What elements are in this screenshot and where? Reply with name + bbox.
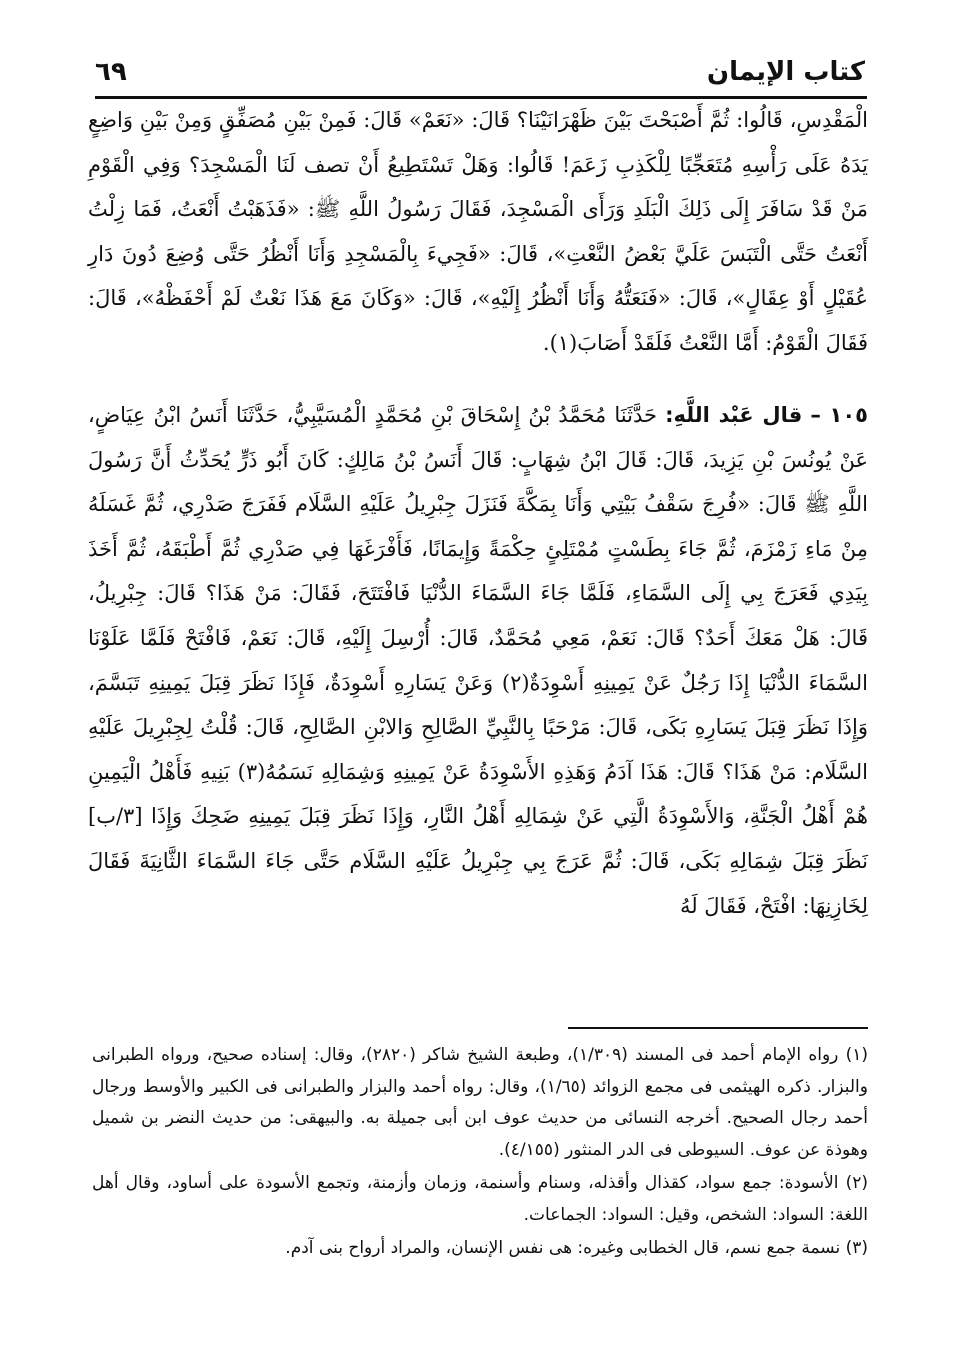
continuation-paragraph: الْمَقْدِسِ، قَالُوا: ثُمَّ أَصْبَحْتَ بَيْنَ ظَهْرَانَيْنَا؟ قَالَ: «نَعَمْ» قَالَ: فَمِنْ بَيْنِ مُصَفِّقٍ وَمِنْ بَيْنِ وَاضِعٍ يَدَهُ عَلَى رَأْسِهِ مُتَعَجِّبًا لِلْكَذِبِ زَعَمَ! قَالُوا: وَهَلْ تَسْتَطِيعُ أَنْ تصف لَنَا الْمَسْجِدَ؟ وَفِي الْقَوْمِ مَنْ قَدْ سَافَرَ إِلَى ذَلِكَ الْبَلَدِ وَرَأَى الْمَسْجِدَ، فَقَالَ رَسُولُ اللَّهِ ﷺ: «فَذَهَبْتُ أَنْعَتُ، فَمَا زِلْتُ أَنْعَتُ حَتَّى الْتَبَسَ عَلَيَّ بَعْضُ النَّعْتِ»، قَالَ: «فَجِيءَ بِالْمَسْجِدِ وَأَنَا أَنْظُرُ حَتَّى وُضِعَ دُونَ دَارِ عُقَيْلٍ أَوْ عِقَالٍ»، قَالَ: «فَنَعَتُّهُ وَأَنَا أَنْظُرُ إِلَيْهِ»، قَالَ: «وَكَانَ مَعَ هَذَا نَعْتٌ لَمْ أَحْفَظْهُ»، قَالَ: فَقَالَ الْقَوْمُ: أَمَّا النَّعْتُ فَلَقَدْ أَصَابَ(١). bbox=[88, 108, 868, 355]
footnote-3: (٣) نسمة جمع نسم، قال الخطابى وغيره: هى نفس الإنسان، والمراد أرواح بنى آدم. bbox=[285, 1238, 868, 1258]
main-text bbox=[88, 98, 868, 928]
page-number: ٦٩ bbox=[95, 57, 127, 87]
footnotes bbox=[92, 1040, 868, 1266]
narrator-intro: قال عَبْد اللَّهِ: bbox=[665, 403, 803, 427]
footnote-rule bbox=[568, 1027, 868, 1029]
hadith-text: حَدَّثَنَا مُحَمَّدُ بْنُ إِسْحَاقَ بْنِ مُحَمَّدٍ الْمُسَيَّبِيُّ، حَدَّثَنَا أَنَسُ ابْنُ عِيَاضٍ، عَنْ يُونُسَ بْنِ يَزِيدَ، قَالَ: قَالَ ابْنُ شِهَابٍ: قَالَ أَنَسُ بْنُ مَالِكٍ: كَانَ أَبُو ذَرٍّ يُحَدِّثُ أَنَّ رَسُولَ اللَّهِ ﷺ قَالَ: «فُرِجَ سَقْفُ بَيْتِي وَأَنَا بِمَكَّةَ فَنَزَلَ جِبْرِيلُ عَلَيْهِ السَّلَام فَفَرَجَ صَدْرِي، ثُمَّ غَسَلَهُ مِنْ مَاءِ زَمْزَمَ، ثُمَّ جَاءَ بِطَسْتٍ مُمْتَلِئٍ حِكْمَةً وَإِيمَانًا، فَأَفْرَغَهَا فِي صَدْرِي ثُمَّ أَطْبَقَهُ، ثُمَّ أَخَذَ بِيَدِي فَعَرَجَ بِي إِلَى السَّمَاءِ، فَلَمَّا جَاءَ السَّمَاءَ الدُّنْيَا فَافْتَتَحَ، فَقَالَ: مَنْ هَذَا؟ قَالَ: جِبْرِيلُ، قَالَ: هَلْ مَعَكَ أَحَدٌ؟ قَالَ: نَعَمْ، مَعِي مُحَمَّدٌ، قَالَ: أُرْسِلَ إِلَيْهِ، قَالَ: نَعَمْ، فَافْتَحْ فَلَمَّا عَلَوْنَا السَّمَاءَ الدُّنْيَا إِذَا رَجُلٌ عَنْ يَمِينِهِ أَسْوِدَةٌ(٢) وَعَنْ يَسَارِهِ أَسْوِدَةٌ، فَإِذَا نَظَرَ قِبَلَ يَمِينِهِ تَبَسَّمَ، وَإِذَا نَظَرَ قِبَلَ يَسَارِهِ بَكَى، قَالَ: مَرْحَبًا بِالنَّبِيِّ الصَّالِحِ وَالابْنِ الصَّالِحِ، قَالَ: قُلْتُ لِجِبْرِيلَ عَلَيْهِ السَّلَام: مَنْ هَذَا؟ قَالَ: هَذَا آدَمُ وَهَذِهِ الأَسْوِدَةُ عَنْ يَمِينِهِ وَشِمَالِهِ نَسَمُهُ(٣) بَنِيهِ فَأَهْلُ الْيَمِينِ هُمْ أَهْلُ الْجَنَّةِ، وَالأَسْوِدَةُ الَّتِي عَنْ شِمَالِهِ أَهْلُ النَّارِ، وَإِذَا نَظَرَ قِبَلَ يَمِينِهِ ضَحِكَ وَإِذَا [٣/ب] نَظَرَ قِبَلَ شِمَالِهِ بَكَى، قَالَ: ثُمَّ عَرَجَ بِي جِبْرِيلُ عَلَيْهِ السَّلَام حَتَّى جَاءَ السَّمَاءَ الثَّانِيَةَ فَقَالَ لِخَازِنِهَا: افْتَحْ، فَقَالَ لَهُ bbox=[88, 403, 869, 918]
hadith-number: ١٠٥ – bbox=[810, 403, 868, 427]
footnote-1: (١) رواه الإمام أحمد فى المسند (١/٣٠٩)، وطبعة الشيخ شاكر (٢٨٢٠)، وقال: إسناده صحيح، ورواه الطبرانى والبزار. ذكره الهيثمى فى مجمع الزوائد (١/٦٥)، وقال: رواه أحمد والبزار والطبرانى فى الكبير والأوسط ورجال أحمد رجال الصحيح. أخرجه النسائى من حديث عوف ابن أبى جميلة به. والبيهقى: من حديث النضر بن شميل وهوذة عن عوف. السيوطى فى الدر المنثور (٤/١٥٥). bbox=[92, 1045, 869, 1160]
running-title: كتاب الإيمان bbox=[706, 57, 865, 87]
footnote-2: (٢) الأسودة: جمع سواد، كقذال وأقذله، وسنام وأسنمة، وزمان وأزمنة، وتجمع الأسودة على أساود، وقال أهل اللغة: السواد: الشخص، وقيل: السواد: الجماعات. bbox=[92, 1173, 868, 1225]
page-header bbox=[95, 52, 865, 92]
hadith-paragraph bbox=[88, 393, 868, 928]
